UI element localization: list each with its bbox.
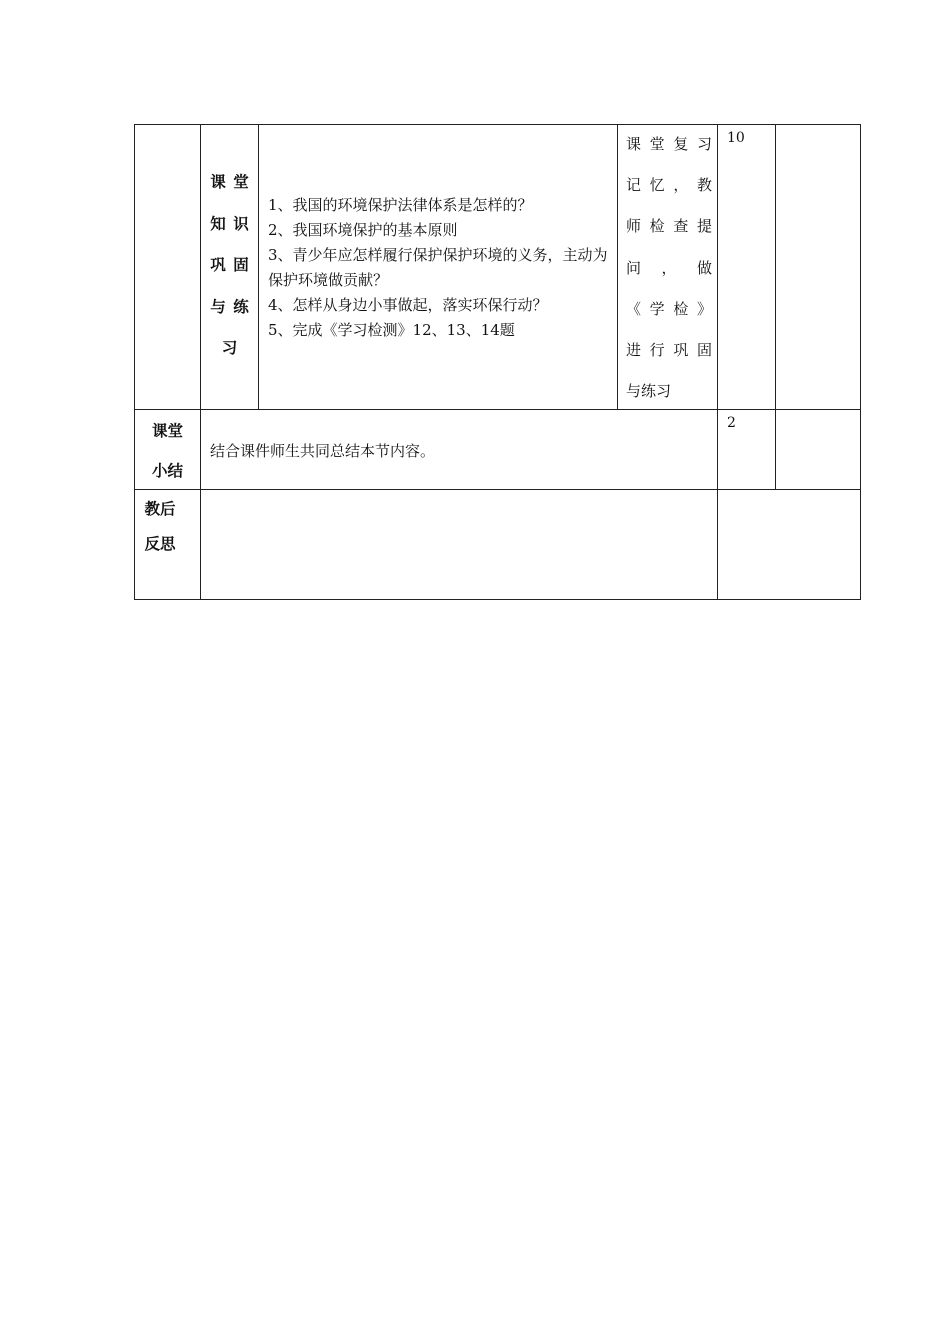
row-label-summary: [135, 411, 200, 491]
grid-line-bottom: [134, 599, 861, 600]
stage-label-line: 课 堂: [210, 173, 250, 191]
stage-label-consolidation: [202, 162, 258, 370]
row-label-reflection: [135, 492, 185, 562]
row-label-line: 小结: [151, 462, 183, 480]
stage-label-line: 巩 固: [210, 256, 250, 274]
grid-line-col2: [258, 124, 259, 410]
question-item: 3、青少年应怎样履行保护保护环境的义务，主动为保护环境做贡献？: [268, 246, 608, 289]
stage-label-line: 与 练: [210, 297, 250, 316]
question-item: 4、怎样从身边小事做起，落实环保行动？: [268, 296, 548, 314]
grid-line-row1-bottom: [134, 409, 861, 410]
activity-line: 进 行 巩 固: [626, 341, 712, 360]
reflection-content-cell: [201, 490, 717, 599]
activity-description: [626, 124, 712, 412]
row-label-line: 课堂: [151, 422, 183, 440]
row-label-line: 教后: [144, 500, 176, 518]
grid-line-top: [134, 124, 861, 125]
grid-line-col4: [717, 124, 718, 600]
time-consolidation: 10: [727, 130, 745, 146]
activity-line: 与练习: [626, 382, 672, 401]
question-item: 1、我国的环境保护法律体系是怎样的？: [268, 196, 533, 214]
stage-label-line: 习: [221, 339, 239, 357]
activity-line: 师 检 查 提: [626, 217, 712, 236]
activity-line: 课 堂 复 习: [626, 135, 712, 153]
question-list: [268, 193, 613, 343]
summary-content: 结合课件师生共同总结本节内容。: [210, 442, 436, 460]
row-label-line: 反思: [144, 535, 176, 553]
stage-label-line: 知 识: [210, 214, 250, 233]
time-summary: 2: [727, 415, 736, 431]
grid-line-right: [860, 124, 861, 600]
activity-line: 记 忆 ， 教: [626, 176, 712, 195]
activity-line: 问 ， 做: [626, 258, 712, 277]
activity-line: 《 学 检 》: [626, 299, 712, 318]
grid-line-col5: [775, 124, 776, 490]
question-item: 5、完成《学习检测》12、13、14题: [268, 321, 515, 339]
question-item: 2、我国环境保护的基本原则: [268, 221, 458, 239]
grid-line-col3: [617, 124, 618, 410]
